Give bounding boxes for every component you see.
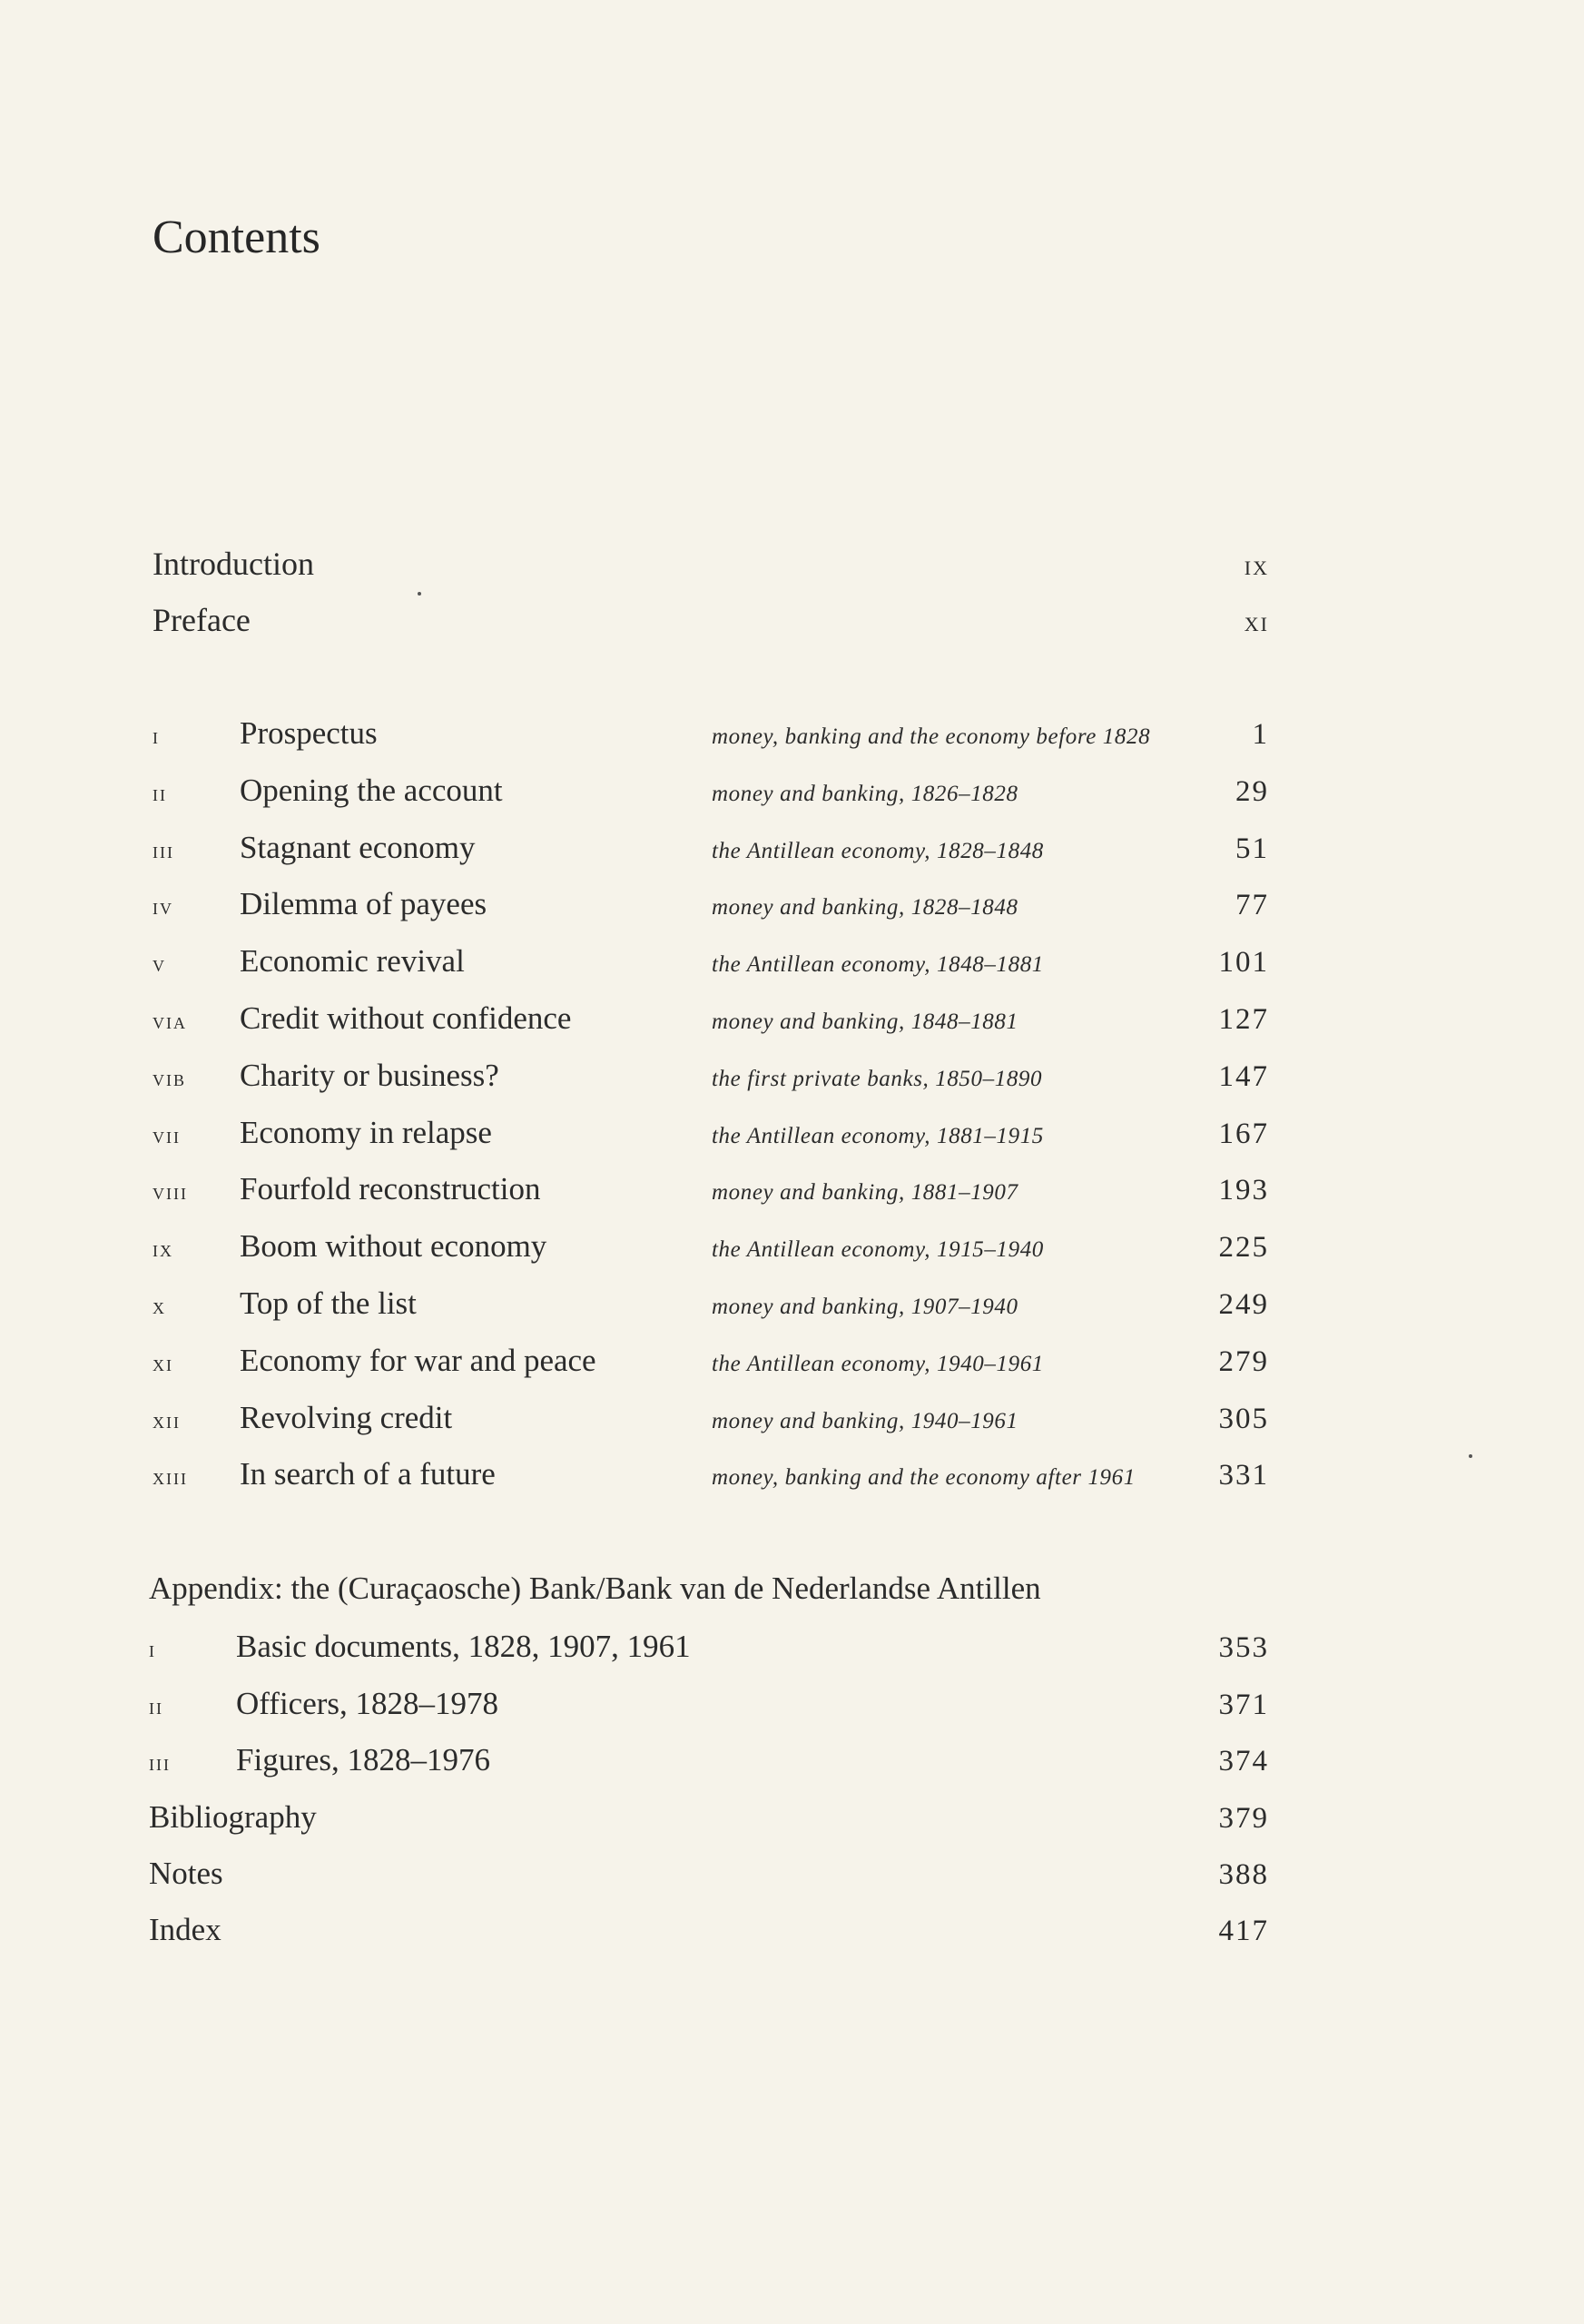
- chapter-subtitle: the Antillean economy, 1915–1940: [712, 1237, 1044, 1263]
- entry-page: 388: [1218, 1857, 1269, 1891]
- entry-label: Introduction: [152, 546, 314, 582]
- appendix-entry-3[interactable]: [149, 1742, 1269, 1799]
- chapter-subtitle: money and banking, 1907–1940: [712, 1294, 1018, 1319]
- appendix-entry-1[interactable]: [149, 1629, 1269, 1686]
- chapter-title: Economy for war and peace: [240, 1342, 596, 1378]
- entry-page: xi: [1244, 605, 1269, 637]
- appendix-page: 371: [1218, 1688, 1269, 1721]
- chapter-number: x: [152, 1292, 166, 1319]
- chapter-page: 101: [1218, 946, 1269, 980]
- chapter-entry-9[interactable]: [152, 1228, 1269, 1285]
- appendix-page: 353: [1218, 1631, 1269, 1664]
- paper-speck: [418, 592, 421, 596]
- chapter-title: In search of a future: [240, 1456, 496, 1492]
- chapter-number: iv: [152, 893, 173, 921]
- chapter-page: 51: [1235, 832, 1269, 865]
- chapter-page: 193: [1218, 1174, 1269, 1207]
- chapter-title: Credit without confidence: [240, 1000, 572, 1036]
- chapter-page: 331: [1218, 1459, 1269, 1492]
- chapter-subtitle: the Antillean economy, 1940–1961: [712, 1351, 1044, 1376]
- toc-entry-bibliography[interactable]: [149, 1799, 1269, 1856]
- chapter-list: [152, 715, 1269, 1513]
- chapter-title: Fourfold reconstruction: [240, 1171, 541, 1207]
- chapter-page: 147: [1218, 1059, 1269, 1093]
- chapter-page: 167: [1218, 1117, 1269, 1150]
- appendix-title: Basic documents, 1828, 1907, 1961: [236, 1629, 691, 1664]
- chapter-title: Revolving credit: [240, 1399, 453, 1435]
- chapter-page: 29: [1235, 774, 1269, 808]
- chapter-page: 77: [1235, 889, 1269, 922]
- toc-entry-preface[interactable]: [152, 601, 1269, 657]
- entry-label: Preface: [152, 602, 251, 638]
- chapter-entry-12[interactable]: [152, 1400, 1269, 1457]
- appendix-number: ii: [149, 1692, 163, 1719]
- chapter-page: 305: [1218, 1402, 1269, 1435]
- appendix-section: [149, 1571, 1269, 1968]
- chapter-subtitle: money and banking, 1881–1907: [712, 1180, 1018, 1206]
- appendix-number: iii: [149, 1749, 171, 1776]
- chapter-entry-5[interactable]: [152, 943, 1269, 1000]
- chapter-entry-6a[interactable]: [152, 1000, 1269, 1058]
- chapter-number: xiii: [152, 1463, 188, 1491]
- chapter-entry-11[interactable]: [152, 1343, 1269, 1400]
- chapter-page: 225: [1218, 1231, 1269, 1265]
- appendix-title: Officers, 1828–1978: [236, 1685, 499, 1721]
- chapter-entry-1[interactable]: [152, 715, 1269, 773]
- chapter-title: Charity or business?: [240, 1057, 499, 1093]
- entry-page: 379: [1218, 1801, 1269, 1835]
- chapter-title: Top of the list: [240, 1285, 417, 1321]
- chapter-number: ii: [152, 779, 167, 806]
- page-title: Contents: [152, 212, 320, 263]
- chapter-subtitle: the Antillean economy, 1828–1848: [712, 838, 1044, 863]
- chapter-entry-10[interactable]: [152, 1285, 1269, 1343]
- chapter-title: Prospectus: [240, 715, 378, 751]
- chapter-subtitle: money and banking, 1826–1828: [712, 781, 1018, 806]
- chapter-subtitle: money and banking, 1940–1961: [712, 1408, 1018, 1433]
- chapter-subtitle: the Antillean economy, 1881–1915: [712, 1123, 1044, 1148]
- chapter-subtitle: money and banking, 1848–1881: [712, 1009, 1018, 1034]
- appendix-heading[interactable]: Appendix: the (Curaçaosche) Bank/Bank van de Nederlandse Antillen: [149, 1571, 1041, 1606]
- chapter-number: vii: [152, 1121, 181, 1148]
- entry-page: 417: [1218, 1914, 1269, 1947]
- appendix-page: 374: [1218, 1745, 1269, 1777]
- chapter-subtitle: money, banking and the economy before 1828: [712, 724, 1151, 749]
- chapter-number: iii: [152, 836, 174, 863]
- chapter-title: Stagnant economy: [240, 829, 476, 865]
- chapter-number: ix: [152, 1236, 173, 1263]
- chapter-page: 1: [1252, 718, 1269, 751]
- entry-label: Notes: [149, 1855, 223, 1891]
- chapter-number: vib: [152, 1064, 186, 1091]
- chapter-page: 127: [1218, 1002, 1269, 1036]
- chapter-entry-4[interactable]: [152, 886, 1269, 943]
- entry-page: ix: [1244, 548, 1269, 581]
- chapter-page: 249: [1218, 1287, 1269, 1321]
- paper-speck: [1469, 1454, 1472, 1458]
- entry-label: Bibliography: [149, 1798, 317, 1835]
- toc-entry-index[interactable]: [149, 1912, 1269, 1968]
- chapter-entry-3[interactable]: [152, 830, 1269, 887]
- toc-entry-introduction[interactable]: [152, 545, 1269, 601]
- chapter-title: Dilemma of payees: [240, 886, 487, 922]
- front-matter-list: [152, 545, 1269, 657]
- chapter-title: Opening the account: [240, 772, 503, 808]
- chapter-subtitle: money and banking, 1828–1848: [712, 895, 1018, 921]
- entry-label: Index: [149, 1911, 221, 1947]
- chapter-title: Boom without economy: [240, 1228, 547, 1265]
- chapter-number: viii: [152, 1178, 188, 1206]
- chapter-subtitle: money, banking and the economy after 1961: [712, 1465, 1136, 1491]
- chapter-subtitle: the Antillean economy, 1848–1881: [712, 952, 1044, 978]
- chapter-entry-2[interactable]: [152, 773, 1269, 830]
- chapter-number: via: [152, 1007, 187, 1034]
- toc-entry-notes[interactable]: [149, 1856, 1269, 1912]
- chapter-entry-13[interactable]: [152, 1456, 1269, 1513]
- appendix-number: i: [149, 1636, 156, 1662]
- chapter-subtitle: the first private banks, 1850–1890: [712, 1066, 1043, 1091]
- chapter-entry-7[interactable]: [152, 1115, 1269, 1172]
- chapter-entry-8[interactable]: [152, 1171, 1269, 1228]
- chapter-title: Economy in relapse: [240, 1114, 492, 1150]
- chapter-entry-6b[interactable]: [152, 1058, 1269, 1115]
- chapter-number: i: [152, 723, 160, 749]
- appendix-title: Figures, 1828–1976: [236, 1742, 490, 1777]
- chapter-number: v: [152, 950, 166, 978]
- appendix-entry-2[interactable]: [149, 1686, 1269, 1743]
- chapter-number: xi: [152, 1349, 173, 1376]
- chapter-page: 279: [1218, 1344, 1269, 1378]
- chapter-number: xii: [152, 1406, 181, 1433]
- chapter-title: Economic revival: [240, 943, 465, 980]
